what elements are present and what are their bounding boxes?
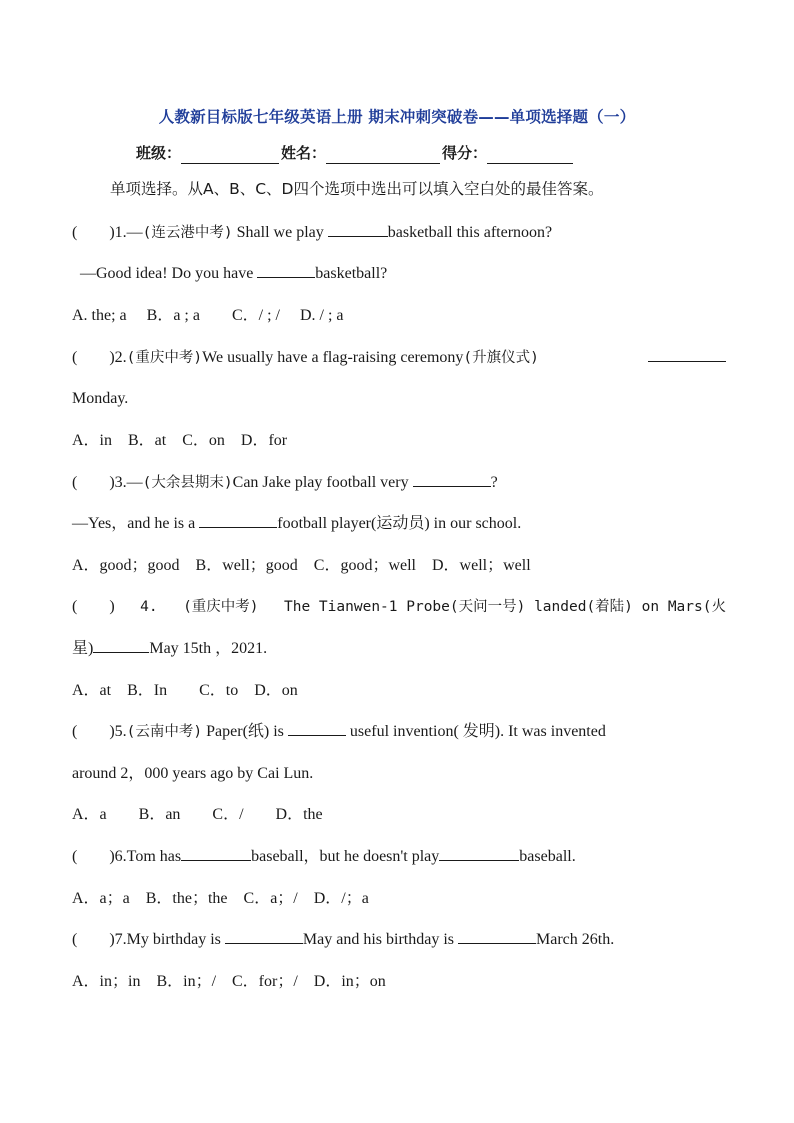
question-4-stem [72, 596, 726, 618]
blank-underline [458, 929, 536, 944]
stem-text: March 26th. [535, 931, 615, 948]
blank-underline [181, 846, 251, 861]
answer-paren[interactable]: ( ) [72, 723, 115, 740]
stem-text: baseball，but he doesn't play [251, 848, 440, 865]
stem-text: useful invention( 发明). It was invented [345, 723, 606, 740]
stem-text: baseball. [519, 848, 576, 865]
stem-text: My birthday is [126, 931, 225, 948]
question-2-stem [72, 347, 726, 369]
question-5-stem [72, 721, 726, 743]
stem-text: —Good idea! Do you have [80, 265, 258, 282]
question-source: (云南中考) [126, 724, 203, 740]
blank-underline [225, 929, 303, 944]
question-1-options: A. the; a B．a ; a C．/ ; / D. / ; a [72, 307, 344, 324]
blank-underline [199, 513, 277, 528]
question-3-stem [72, 472, 498, 494]
question-7-stem [72, 929, 614, 951]
class-blank[interactable] [181, 147, 279, 164]
question-4-options: A．at B．In C．to D．on [72, 682, 298, 699]
blank-underline [648, 347, 726, 362]
stem-text: Tom has [126, 848, 182, 865]
blank-underline [439, 846, 519, 861]
question-2-line2: Monday. [72, 390, 129, 407]
question-1-stem [72, 222, 552, 244]
stem-text: football player(运动员) in our school. [277, 515, 522, 532]
answer-paren[interactable]: ( ) [72, 224, 115, 241]
blank-underline [257, 263, 315, 278]
question-7-options: A．in；in B．in；/ C．for；/ D．in；on [72, 973, 386, 990]
name-blank[interactable] [326, 147, 440, 164]
question-3-options: A．good；good B．well；good C．good；well D．well；well [72, 557, 531, 574]
page-title: 人教新目标版七年级英语上册 期末冲刺突破卷——单项选择题（一） [158, 108, 636, 126]
stem-text: basketball this afternoon? [387, 224, 553, 241]
stem-text: (升旗仪式) [463, 350, 539, 366]
question-6-options: A．a；a B．the；the C．a；/ D．/；a [72, 890, 369, 907]
question-source: (重庆中考) [183, 599, 259, 615]
name-label: 姓名： [281, 144, 327, 162]
stem-text: 星) [72, 640, 94, 657]
question-2-options: A．in B．at C．on D．for [72, 432, 288, 449]
question-4-line2 [72, 638, 267, 660]
score-label: 得分： [442, 144, 488, 162]
stem-text: ? [490, 474, 498, 491]
answer-paren[interactable]: ( ) [72, 349, 115, 366]
question-number: 1.— [114, 224, 143, 241]
stem-text: Can Jake play football very [232, 474, 413, 491]
answer-paren[interactable]: ( ) [72, 474, 115, 491]
answer-paren[interactable]: ( ) [72, 848, 115, 865]
stem-text: We usually have a flag-raising ceremony [202, 349, 464, 366]
stem-text: basketball? [315, 265, 388, 282]
question-1-line2 [80, 263, 387, 285]
blank-underline [93, 638, 149, 653]
question-number: 6. [114, 848, 127, 865]
stem-text: Paper(纸) is [202, 723, 288, 740]
answer-paren[interactable]: ( ) [72, 598, 115, 615]
question-number: 5. [114, 723, 127, 740]
question-source: (大余县期末) [142, 475, 233, 491]
stem-text: The Tianwen-1 Probe(天问一号) landed(着陆) on Mars(火 [284, 599, 726, 615]
stem-text: May 15th ，2021. [149, 640, 268, 657]
answer-paren[interactable]: ( ) [72, 931, 115, 948]
question-source: (连云港中考) [142, 225, 233, 241]
stem-text: May and his birthday is [302, 931, 458, 948]
score-blank[interactable] [487, 147, 573, 164]
blank-underline [288, 721, 346, 736]
question-6-stem [72, 846, 576, 868]
stem-text: —Yes，and he is a [72, 515, 200, 532]
blank-underline [413, 472, 491, 487]
question-number: 2. [114, 349, 127, 366]
stem-text: Shall we play [232, 224, 328, 241]
question-5-line2: around 2，000 years ago by Cai Lun. [72, 765, 314, 782]
question-source: (重庆中考) [126, 350, 203, 366]
question-5-options: A．a B．an C．/ D．the [72, 806, 323, 823]
class-label: 班级： [136, 144, 182, 162]
question-3-line2 [72, 513, 521, 535]
question-number: 7. [114, 931, 127, 948]
instruction-text: 单项选择。从A、B、C、D四个选项中选出可以填入空白处的最佳答案。 [110, 180, 604, 198]
question-number: 3.— [114, 474, 143, 491]
blank-underline [328, 222, 388, 237]
student-info-line [136, 142, 575, 164]
question-number: 4. [140, 599, 158, 615]
